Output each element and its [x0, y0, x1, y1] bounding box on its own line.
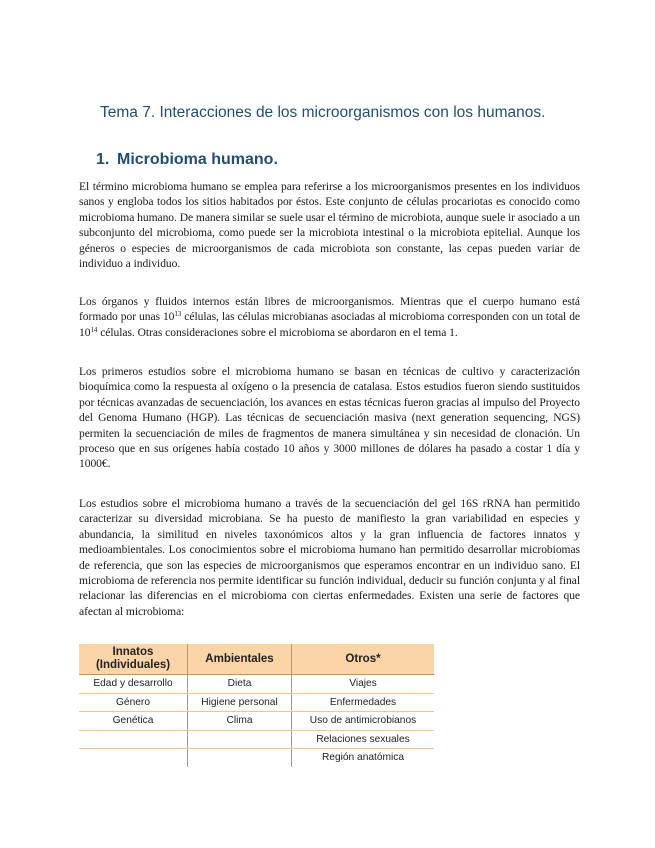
header-environmental: Ambientales — [188, 644, 292, 675]
paragraph-3: Los primeros estudios sobre el microbioma humano se basan en técnicas de cultivo y caracterización bioquímica como la respuesta al oxígeno o la presencia de catalasa. Estos estudios fueron siendo sustituidos por técnicas avanzadas de secuenciación, los avances en estas técnicas fueron gracias al impulso del Proyecto del Genoma Humano (HGP). Las técnicas de secuenciación masiva (next generation sequencing, NGS) permiten la secuenciación de miles de fragmentos de manera simultánea y sin necesidad de clonación. Un proceso que en sus orígenes había costado 10 años y 3000 millones de dólares ha pasado a costar 1 día y 1000€. — [79, 366, 580, 471]
paragraph-4: Los estudios sobre el microbioma humano a través de la secuenciación del gel 16S rRNA han permitido caracterizar su diversidad microbiana. Se ha puesto de manifiesto la gran variabilidad en especies y abundancia, la similitud en niveles taxonómicos altos y la gran influencia de factores innatos y medioambientales. Los conocimientos sobre el microbioma humano han permitido desarrollar microbiomas de referencia, que son las especies de microorganismos que esperamos encontrar en un individuo sano. El microbioma de referencia nos permite identificar su función individual, deducir su función conjunta y al final relacionar las diferencias en el microbioma con ciertas enfermedades. Existen una serie de factores que afectan al microbioma: — [79, 498, 580, 618]
table-cell: Viajes — [292, 675, 435, 694]
table-row — [79, 712, 434, 731]
table-cell — [188, 730, 292, 749]
paragraph-2-part-c: células. Otras consideraciones sobre el microbioma se abordaron en el tema 1. — [97, 326, 458, 339]
header-others: Otros* — [292, 644, 435, 675]
table-cell: Enfermedades — [292, 693, 435, 712]
paragraph-2-part-a: Los órganos y fluidos internos están libres de microorganismos. Mientras que el cuerpo humano está formado por unas 10 — [79, 296, 580, 324]
header-innate — [79, 644, 188, 675]
table-row — [79, 730, 434, 749]
table-row — [79, 675, 434, 694]
table-cell — [188, 749, 292, 767]
table-cell — [79, 749, 188, 767]
table-row — [79, 693, 434, 712]
paragraph-1: El término microbioma humano se emplea para referirse a los microorganismos presentes en los individuos sanos y engloba todos los sitios habitados por éstos. Este conjunto de células procariotas es conocido como microbioma humano. De manera similar se suele usar el término de microbiota, aunque suele ir asociado a un subconjunto del microbioma, como puede ser la microbiota intestinal o la microbiota epitelial. Aunque los géneros o especies de microorganismos de cada microbiota son constante, las cepas pueden variar de individuo a individuo. — [79, 181, 580, 271]
table-cell: Edad y desarrollo — [79, 675, 188, 694]
table-cell: Relaciones sexuales — [292, 730, 435, 749]
table-cell: Género — [79, 693, 188, 712]
header-innate-line1: Innatos — [112, 646, 154, 658]
table-header-row — [79, 644, 434, 675]
document-title: Tema 7. Interacciones de los microorganismos con los humanos. — [100, 104, 546, 121]
section-heading — [96, 151, 278, 169]
table-cell: Clima — [188, 712, 292, 731]
paragraph-2 — [79, 295, 580, 341]
table-cell: Dieta — [188, 675, 292, 694]
section-number: 1. — [96, 151, 110, 168]
table-cell: Higiene personal — [188, 693, 292, 712]
table-row — [79, 749, 434, 767]
table-cell — [79, 730, 188, 749]
table-cell: Genética — [79, 712, 188, 731]
superscript-13: 13 — [174, 310, 182, 319]
paragraph-2-part-b: células, las células microbianas asociadas al microbioma corresponden con un total de 10 — [79, 311, 580, 339]
section-title: Microbioma humano. — [117, 151, 278, 168]
header-innate-line2: (Individuales) — [95, 659, 171, 671]
table-cell: Región anatómica — [321, 752, 405, 764]
table-cell: Uso de antimicrobianos — [292, 712, 435, 731]
microbiome-factors-table — [79, 644, 434, 767]
superscript-14: 14 — [90, 325, 98, 334]
